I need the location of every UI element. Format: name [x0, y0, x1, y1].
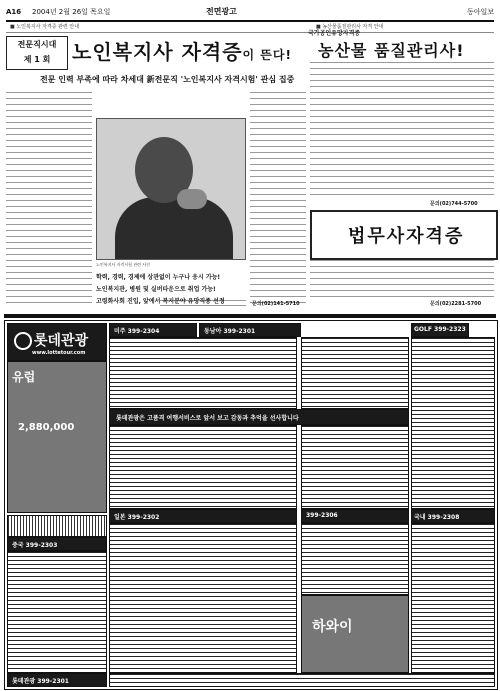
mijoo-label: 미주 399-2304	[114, 328, 160, 335]
misc-label: 399-2306	[306, 512, 338, 519]
bottom-left-header	[7, 673, 107, 687]
sub-bar-right: ■ 농산물품질관리사 자격 안내	[316, 24, 384, 30]
headline-main: 노인복지사 자격증	[72, 40, 243, 64]
bullet-item: 학력, 경력, 경제에 상관없이 누구나 응시 가능!	[96, 274, 221, 281]
headline-tail: 이 뜬다!	[242, 48, 292, 62]
bullet-item: 고령화사회 진입, 앞에서 복지분야 유망직종 선정	[96, 298, 225, 305]
right-small-head: 국가공인유망자격증	[308, 30, 361, 37]
jeju-listing	[411, 523, 495, 673]
china-listing	[7, 551, 107, 673]
law-ad-body	[310, 260, 494, 298]
banner-text: 롯데관광은 고품격 여행서비스로 앞서 보고 감동과 추억을 선사합니다	[116, 415, 299, 422]
law-ad-box	[310, 210, 498, 260]
page-number: A16	[6, 8, 22, 16]
china-label: 중국 399-2303	[12, 542, 58, 549]
article-photo	[96, 118, 246, 260]
law-ad-title: 법무사자격증	[348, 226, 465, 247]
bullet-item: 노인복지관, 병원 및 실버타운으로 취업 가능!	[96, 286, 216, 293]
china-band	[7, 515, 107, 537]
label-line1: 전문직시대	[17, 40, 57, 49]
right-title: 농산물 품질관리사!	[318, 41, 465, 60]
article-headline	[72, 36, 292, 65]
ad-banner	[109, 409, 409, 425]
travel-ad	[4, 320, 498, 690]
japan-listing	[109, 523, 297, 673]
right-listing	[411, 337, 495, 509]
dongnam-label: 동남아 399-2301	[204, 328, 256, 335]
hawaii-label: 하와이	[312, 619, 353, 635]
logo-icon	[14, 332, 32, 350]
article-body-col1	[6, 92, 92, 308]
golf-header	[411, 323, 469, 337]
hawaii-ad	[301, 595, 409, 673]
newspaper-name: 동아일보	[466, 8, 494, 16]
article-subhead: 전문 인력 부족에 따라 차세대 新전문직 '노인복지사 자격시험' 관심 집중	[40, 75, 295, 84]
section-title: 전면광고	[206, 7, 237, 16]
japan-label: 일본 399-2302	[114, 514, 160, 521]
misc-header	[301, 509, 409, 523]
label-line2: 제 1 회	[23, 55, 51, 64]
europe-label: 유럽	[12, 370, 36, 384]
jeju-label: 국내 399-2308	[414, 514, 460, 521]
jeju-header	[411, 509, 495, 523]
europe-ad	[7, 361, 107, 513]
lotte-logo-box	[7, 323, 107, 361]
photo-caption: 노인복지사 자격시험 관련 사진	[96, 262, 151, 267]
dongnam-listing	[301, 337, 409, 409]
lotte-url: www.lottetour.com	[32, 350, 86, 356]
right-contact1: 문의(02)744-5700	[430, 201, 478, 207]
right-article-body	[310, 62, 494, 200]
sub-bar-left: ■ 노인복지사 자격증 관련 안내	[10, 24, 80, 30]
mijoo-header	[109, 323, 197, 337]
lotte-name: 롯데관광	[34, 333, 89, 349]
golf-label: GOLF 399-2323	[414, 326, 466, 333]
ad-divider	[4, 314, 496, 318]
mid-listing	[109, 425, 297, 509]
misc-listing	[301, 523, 409, 595]
europe-price: 2,880,000	[18, 422, 75, 433]
dongnam-header	[199, 323, 301, 337]
sub-bar	[6, 22, 494, 33]
right-contact2: 문의(02)2281-5700	[430, 301, 482, 307]
china-header	[7, 537, 107, 551]
japan-header	[109, 509, 297, 523]
article-bullets	[96, 272, 246, 308]
bottom-strip	[109, 673, 495, 687]
page-date: 2004년 2월 26일 목요일	[32, 8, 111, 16]
mid-listing-right	[301, 425, 409, 509]
article-body-col3	[250, 92, 306, 308]
page-header	[6, 4, 494, 22]
bottom-left-label: 롯데관광 399-2301	[12, 678, 69, 685]
left-contact: 문의(02)141-5710	[252, 301, 300, 307]
mijoo-listing	[109, 337, 297, 409]
article-label	[6, 36, 68, 70]
